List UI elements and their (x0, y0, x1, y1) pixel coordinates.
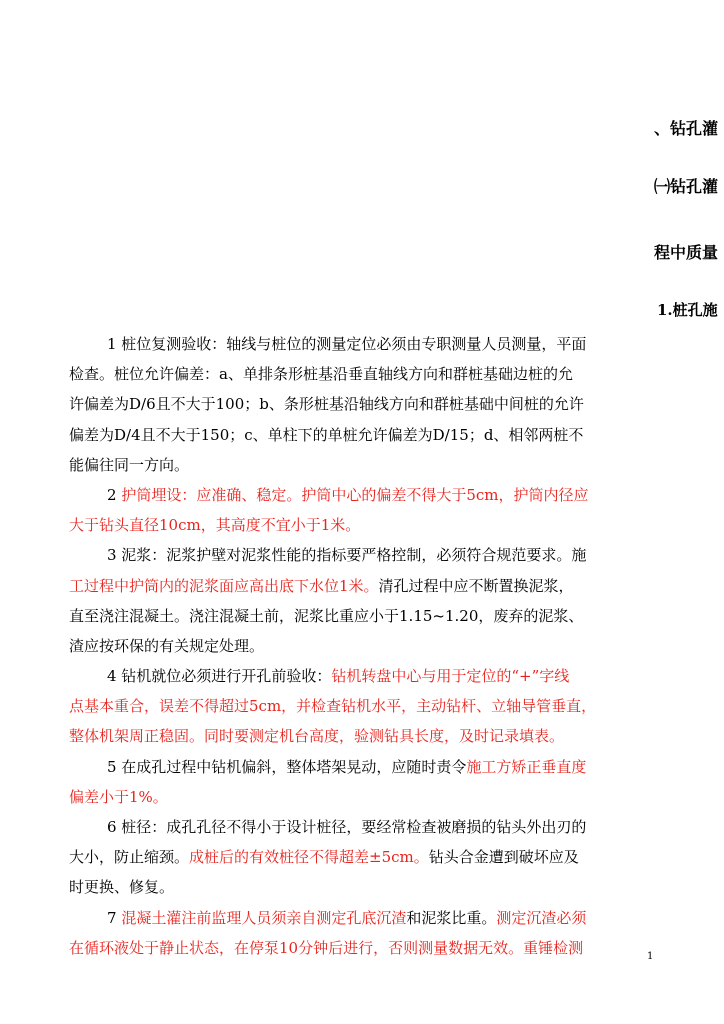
text-line (69, 661, 657, 691)
heading-3: 程中质量 (654, 243, 719, 262)
text-segment: 清孔过程中应不断置换泥浆， (378, 576, 574, 595)
text-line (69, 812, 657, 842)
text-line (69, 389, 657, 419)
text-line (69, 510, 657, 540)
heading-4: 1.桩孔施 (657, 301, 718, 319)
highlighted-text: 点基本重合，误差不得超过5cm，并检查钻机水平，主动钻杆、立轴导管垂直， (69, 697, 597, 716)
text-segment: 渣应按环保的有关规定处理。 (69, 636, 265, 655)
text-line (69, 691, 657, 721)
text-line (69, 842, 657, 872)
text-line (69, 721, 657, 751)
text-line (69, 571, 657, 601)
text-segment: 7 (107, 908, 122, 927)
text-segment: 许偏差为D/6且不大于100；b、条形桩基沿轴线方向和群桩基础中间桩的允许 (69, 395, 584, 414)
text-segment: 4 钻机就位必须进行开孔前验收： (107, 667, 332, 686)
body-text (69, 329, 657, 963)
text-segment: 和泥浆比重。 (406, 908, 497, 927)
text-line (69, 540, 657, 570)
text-segment: 5 在成孔过程中钻机偏斜，整体塔架晃动，应随时责令 (107, 757, 467, 776)
highlighted-text: 施工方矫正垂直度 (466, 757, 587, 776)
highlighted-text: 护筒埋设：应准确、稳定。护筒中心的偏差不得大于5cm，护筒内径应 (121, 485, 589, 504)
text-line (69, 631, 657, 661)
text-line (69, 480, 657, 510)
text-segment: 钻头合金遭到破坏应及 (428, 848, 579, 867)
text-line (69, 782, 657, 812)
text-line (69, 359, 657, 389)
text-line (69, 420, 657, 450)
highlighted-text: 在循环液处于静止状态，在停泵10分钟后进行，否则测量数据无效。重锤检测 (69, 938, 584, 957)
page-number: 1 (647, 951, 654, 962)
text-segment: 能偏往同一方向。 (69, 455, 190, 474)
text-line (69, 329, 657, 359)
heading-2: ㈠钻孔灌 (654, 177, 719, 196)
text-segment: 2 (107, 485, 122, 504)
highlighted-text: 大于钻头直径10cm，其高度不宜小于1米。 (69, 516, 361, 535)
text-segment: 3 泥浆：泥浆护壁对泥浆性能的指标要严格控制，必须符合规范要求。施 (107, 546, 587, 565)
highlighted-text: 成桩后的有效桩径不得超差±5cm。 (189, 848, 429, 867)
text-segment: 6 桩径：成孔孔径不得小于设计桩径，要经常检查被磨损的钻头外出刃的 (107, 818, 587, 836)
highlighted-text: 混凝土灌注前监理人员须亲自测定孔底沉渣 (121, 908, 407, 927)
heading-1: 、钻孔灌 (654, 119, 719, 138)
highlighted-text: 工过程中护筒内的泥浆面应高出底下水位1米。 (69, 576, 379, 595)
highlighted-text: 整体机架周正稳固。同时要测定机台高度，验测钻具长度，及时记录填表。 (69, 727, 565, 746)
text-segment: 直至浇注混凝土。浇注混凝土前，泥浆比重应小于1.15~1.20，废弃的泥浆、 (69, 606, 584, 625)
text-segment: 1 桩位复测验收：轴线与桩位的测量定位必须由专职测量人员测量，平面 (107, 335, 587, 353)
text-segment: 大小，防止缩颈。 (69, 848, 190, 867)
text-line (69, 752, 657, 782)
text-segment: 偏差为D/4且不大于150；c、单柱下的单桩允许偏差为D/15；d、相邻两桩不 (69, 425, 584, 444)
text-line (69, 872, 657, 902)
highlighted-text: 偏差小于1%。 (69, 787, 168, 806)
text-line (69, 903, 657, 933)
text-segment: 时更换、修复。 (69, 878, 175, 897)
highlighted-text: 钻机转盘中心与用于定位的“+”字线 (331, 667, 570, 686)
text-segment: 检查。桩位允许偏差：a、单排条形桩基沿垂直轴线方向和群桩基础边桩的允 (69, 365, 573, 384)
highlighted-text: 测定沉渣必须 (496, 908, 587, 927)
text-line (69, 933, 657, 963)
text-line (69, 450, 657, 480)
text-line (69, 601, 657, 631)
